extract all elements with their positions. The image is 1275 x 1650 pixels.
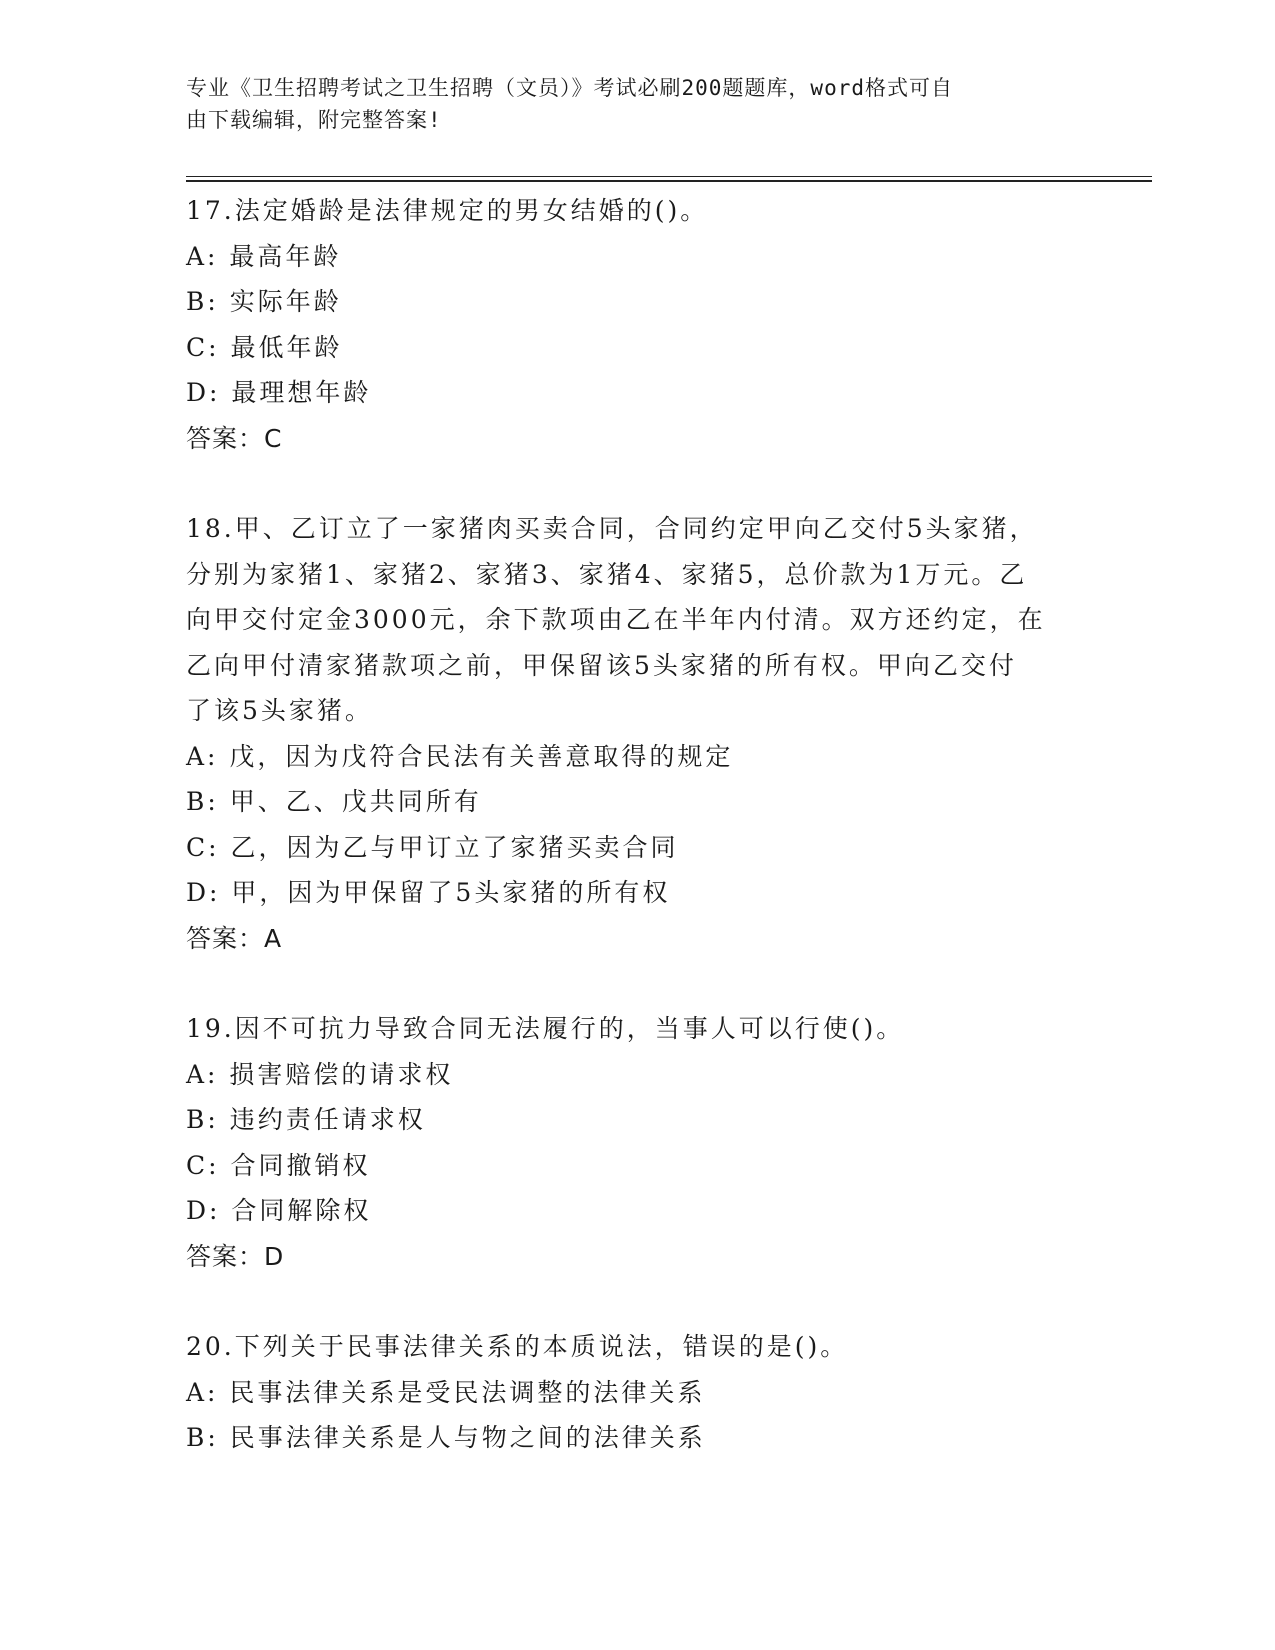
question-stem: 20.下列关于民事法律关系的本质说法，错误的是()。 <box>186 1332 849 1361</box>
question-stem: 19.因不可抗力导致合同无法履行的，当事人可以行使()。 <box>186 1014 905 1043</box>
option-d: D: 甲，因为甲保留了5头家猪的所有权 <box>186 878 671 907</box>
option-b: B: 甲、乙、戊共同所有 <box>186 787 482 816</box>
answer-line: 答案：D <box>186 1241 285 1271</box>
header-divider-thick <box>186 180 1152 182</box>
question-stem-line-5: 了该5头家猪。 <box>186 696 373 725</box>
option-a: A: 损害赔偿的请求权 <box>186 1059 454 1089</box>
question-19 <box>186 1006 1086 1279</box>
option-d: D: 合同解除权 <box>186 1196 372 1225</box>
question-list <box>186 188 1086 1461</box>
option-d: D: 最理想年龄 <box>186 378 372 407</box>
answer-line: 答案：C <box>186 423 283 453</box>
option-a: A: 民事法律关系是受民法调整的法律关系 <box>186 1377 706 1407</box>
question-stem-line-4: 乙向甲付清家猪款项之前，甲保留该5头家猪的所有权。甲向乙交付 <box>186 650 1017 680</box>
option-c: C: 合同撤销权 <box>186 1150 371 1180</box>
question-18 <box>186 506 1086 961</box>
header-line-1: 专业《卫生招聘考试之卫生招聘（文员）》考试必刷200题题库，word格式可自 <box>186 76 953 100</box>
option-b: B: 违约责任请求权 <box>186 1105 426 1134</box>
option-a: A: 戊，因为戊符合民法有关善意取得的规定 <box>186 741 734 771</box>
question-stem-line-1: 18.甲、乙订立了一家猪肉买卖合同，合同约定甲向乙交付5头家猪， <box>186 514 1038 543</box>
header-line-2: 由下载编辑，附完整答案! <box>186 108 442 132</box>
option-a: A: 最高年龄 <box>186 241 342 271</box>
option-b: B: 实际年龄 <box>186 287 342 316</box>
option-b: B: 民事法律关系是人与物之间的法律关系 <box>186 1423 706 1452</box>
option-c: C: 最低年龄 <box>186 332 343 362</box>
question-stem-line-3: 向甲交付定金3000元，余下款项由乙在半年内付清。双方还约定，在 <box>186 605 1046 634</box>
option-c: C: 乙，因为乙与甲订立了家猪买卖合同 <box>186 832 679 862</box>
question-stem: 17.法定婚龄是法律规定的男女结婚的()。 <box>186 196 709 225</box>
document-header <box>186 72 1066 136</box>
answer-line: 答案：A <box>186 923 283 953</box>
question-stem-line-2: 分别为家猪1、家猪2、家猪3、家猪4、家猪5，总价款为1万元。乙 <box>186 559 1028 589</box>
question-17 <box>186 188 1086 461</box>
header-divider-thin <box>186 176 1152 177</box>
question-20 <box>186 1324 1086 1461</box>
